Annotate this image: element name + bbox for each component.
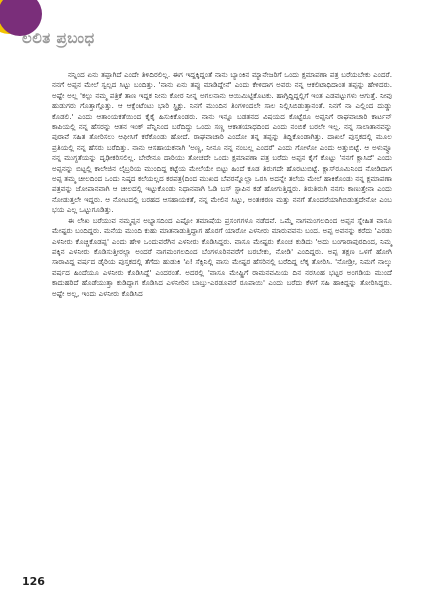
- paragraph: ನನ್ನಿಂದ ಏನು ತಪ್ಪಾಗಿದೆ ಎಂದೇ ತಿಳಿದಿರಲಿಲ್ಲ. ಈಗ ಇದ್ದಕ್ಕಿದ್ದಂತೆ ನಾನು ಬ್ಯಾಂಕಿನ ಮ್ಯಾನೇಜರಿಗೆ ಒಂದು ಕ್ಷಮಾಪಣಾ ಪತ್ರ ಬರೆಯಬೇಕು ಎಂದರೆ. ನನಗೆ ಅಪ್ಪನ ಮೇಲೆ ಸ್ವಲ್ಪದ ಸಿಟ್ಟು ಬಂದಿತ್ತು. 'ನಾನು ಏನು ತಪ್ಪು ಮಾಡಿದ್ದೇನೆ' ಎಂದು ಕೇಳಿದಾಗ ಅವರು ನನ್ನ ಆಕಲಿಟಾಧಿದಾಂತ ತಪ್ಪನ್ನು ಹೇಳಿದರು. ಅಷ್ಟೇ ಅಲ್ಲ 'ಕಲ್ಪು ನಮ್ಮ ಪತ್ರಿಕೆ ತಾಣ ಇದ್ದಕ ನೀನು ಕೋರ ನೀನ್ನ ಅಗಲನಾನು ಆಯಿಮಿಟ್ಟಿಕೊಟಕು. ಹಾಗ್ಗಿದ್ದಿದ್ದಲ್ಲಿಗೆ ಇಂತ ಎಡವಟ್ಟುಗಳು ಆಗುತ್ತೆ. ನೀವು ಹುಡುಗರು ಗೊತ್ತಾಗ್ಗೊತ್ತು. ಆ ಆಕ್ಸೆಂಟೆಂಟು ಭಾರಿ ಸ್ಟ್ರಿಕ್ಟು. ನಿನಗೆ ಮುಂದಿನ ತಿಂಗಳಿಂದಲೇ ಸಾಲ ನಿಲ್ಲಿಸಿಬಿಡುತ್ತಾನಂತೆ. ನಿನಗೆ ನಾ ಎಲ್ಲಿಂದ ದುಡ್ಡು ಕೊಡಲಿ.' ಎಂದು ಆತಾಂಯಕತೆಯಿಂದ ಕೈಕೈ ಹಿಸುಕಿಕೊಂಡರು. ನಾನು ಇನ್ನೂ ಬಡತನದ ವಿಷಯದ ಕೊಟ್ಟೆರೂ ಅಪ್ಪನಿಗೆ ರಾಘವಾಚಾರಿ ಕಾರ್ಟನ್ ಕಾಪಿಯಲ್ಲಿ ನನ್ನ ಹೆಸರನ್ನು ಆತನ ಇಂಕ್ ಪೆನ್ನಿನಿಂದ ಬರೆದಿದ್ದು ಒಂದು ಸಣ್ಣ ಆಕಾತಯಾಧದಿಂದ ಎಂದು ನಂಬಿಕೆ ಬರಲೇ ಇಲ್ಲ. ನನ್ನ ಸಾಲಾತಾನವನ್ನು ಪುರಾವೆ ಸಹಿತ ತೋರಿಸಲು ಆಫೀಸಿಗೆ ಕರೆಕೊಂಡು ಹೋದೆ. ರಾಘವಾಚಾರಿ ಎಂದೋ ತನ್ನ ತಪ್ಪನ್ನು ತಿದ್ದಿಕೊಂಡಾಗಿತ್ತು. ದಾಖಲೆ ಪುಸ್ತಕದಲ್ಲಿ ಮೂಲ ಪ್ರತಿಯಲ್ಲಿ ನನ್ನ ಹೆಸರು ಬರೆದಿತ್ತು. ನಾನು ಆಸಹಾಯಕನಾಗಿ 'ಅಣ್ಣ, ನೀನೂ ನನ್ನ ನಂಬಲ್ಲ ಎಂದರೆ' ಎಂದು ಗೋಳೋ ಎಂದು ಅತ್ತುಬಿಟ್ಟೆ. ಆ ಅಳುವ್ವೂ ನನ್ನ ಮುಗ್ಧತೆಯನ್ನು ದೃಢೀಕರಿಸಲಿಲ್ಲ. ಬೇರೇನೂ ದಾರಿಯು ತೋಚದೇ ಒಂದು ಕ್ಷಮಾಪಣಾ ಪತ್ರ ಬರೆದು ಅಪ್ಪನ ಕೈಗೆ ಕೊಟ್ಟು 'ನನಗೆ ಕ್ಲಾಸಿದೆ' ಎಂದು ಅಪ್ಪನನ್ನು ಬಿಟ್ಟಲ್ಲಿ ಕಾಲೇಜಿನ ಲೈಬ್ರರಿಯ ಮುಂದಿದ್ದ ಕಟ್ಟೆಯ ಮೇಲೆಯೇ ಬಿಟ್ಟು ಹಿಂದೆ ಕೂಡ ತಿರುಗದೇ ಹೊರಟುಬಿಟ್ಟೆ. ಕ್ಲಾಸ್‌ರೂಮಿನಿಂದ ನೋಡಿದಾಗ ಅಪ್ಪ ತಮ್ಮ ಚೀಲದಿಂದ ಒಂದು ನಿಷ್ಠದ ಕಲೆಯಲ್ಲದ ಕರಪತ್ರ(ದಿಂದ ಮುಖದ ಬೆವರನ್ನೊಲ್ಲಾ ಒರಸಿ ಅದನ್ನೇ ತಲೆಯ ಮೇಲೆ ಹಾಕಿಕೊಂಡು ನನ್ನ ಕ್ಷಮಾಪಣಾ ಪತ್ರವನ್ನು ಜೋಪಾನವಾಗಿ ಆ ಚೀಲದಲ್ಲಿ ಇಟ್ಟುಕೊಂಡು ನಿಧಾನವಾಗಿ ಓಡಿ ಬಸ್ ಸ್ಟಾಪಿನ ಕಡೆ ಹೋಗುತ್ತಿದ್ದರು. ತಿರುತಿರುಗಿ ನನಗು ಕಾಣುತ್ತೇನಾ ಎಂದು ನೋಡುತ್ತಲೇ ಇದ್ದರು. ಆ ನೋಟದಲ್ಲಿ ಬರಹದ ಆಸಹಾಯಕತೆ, ನನ್ನ ಮೇಲಿನ ಸಿಟ್ಟು, ಅಂತಃಕರಣ ಮತ್ತು ನನಗೆ ತೊಂದರೆಯಾಗಿಬಿಡುತ್ತದೇನೋ ಎಂಬ ಭಯ ಎಲ್ಲ ಒಟ್ಟುಗೂಡಿತ್ತು.: [52, 70, 392, 215]
- paragraph: ಈ ಲೇಖ ಬರೆಯುವ ನಮ್ಮಪ್ಪನ ಅಭ್ಯಾಸದಿಂದ ಎಷ್ಟೋ ತಮಾಷೆಯ ಪ್ರಸಂಗಗಳೂ ನಡೆದವೆ. ಒಮ್ಮೆ ನಾಗಮಂಗಲದಿಂದ ಅಪ್ಪನ ಸ್ನೇಹಿತ ವಾಸೂ ಮೇಷ್ಟರು ಬಂದಿದ್ದರು. ಮನೆಯ ಮುಂದಿ ಕುಹು ಮಾತನಾಡುತ್ತಿದ್ದಾಗ ಹೊರಗೆ ಯಾರೋ ಎಳನೀರು ಮಾರುವವನು ಬಂದ. ಅಪ್ಪ ಅವನನ್ನು ಕರೆದು 'ಎರಡು ಎಳನೀರು ಕೊಚ್ಚಿಕೊಡಪ್ಪ' ಎಂದು ಹೇಳಿ ಒಂದುವರೆಗಿನ ಎಳನೀರು ಕೊಡಿಸಿದ್ದರು. ವಾಸೂ ಮೇಷ್ಟರು ಕೊಂಚ ಕುಡಿದು 'ಅದು ಬಂಗಾರಾಪುರದಿಂದ, ನಿಮ್ಮ ಪಕ್ಕಿನ ಎಳನೀರು ಕೊಡಿಸುತ್ತೀರಲ್ಲಾ ಅಂದರೆ ನಾಗಮಂಗಲದಿಂದ ಬೆಂಗಳೂರಿನವರೆಗೆ ಬರಬೇಕು, ನೋಡಿ' ಎಂದಿದ್ದರು. ಅಪ್ಪ ತಕ್ಷಣ ಒಳಗೆ ಹೋಗಿ ಸಾರಾವಿದ್ದ ವರ್ಷದ ಡೈರಿಯ ಪುಸ್ತಕದಲ್ಲಿ ತೆಗೆದು ಹುಡುಕಿ 'ಏ! ಸೆಕ್ಸಿನಿಲ್ಲಿ ವಾಸು ಮೇಷ್ಟರ ಹೆಸರಿನಲ್ಲಿ ಬರೆದಿದ್ದ ಲೆಕ್ಕ ತೋರಿಸಿ. 'ನೋಡ್ರೀ, ನಿಮಗೆ ನಾಲ್ಕು ವರ್ಷದ ಹಿಂದೆಯೂ ಎಳನೀರು ಕೊಡಿಸಿದ್ದೆ' ಎಂದರಂತೆ. ಅದರಲ್ಲಿ 'ವಾಸೂ ಮೇಷ್ಟ್ರಿಗೆ ರಾಮನವಮಿಯ ದಿನ ನರಸಿಂಹ ಭಟ್ಟರ ಅಂಗಡಿಯ ಮುಂದೆ ಕಾದುಹರಿದೆ ಹೊಡೆಯುತ್ತಾ ಕುಡಿದ್ದಾಗ ಕೊಡಿಸಿದ ಎಳನೀರಿನ ಬಾಬ್ತು-ಎರಡೂವರೆ ರೂಪಾಯಿ' ಎಂದು ಬರೆದು ಕೆಳಗೆ ಸಹಿ ಹಾಕಿದ್ದನ್ನು ತೋರಿಸಿದ್ದರು. ಅಷ್ಟೇ ಅಲ್ಲ, ಇಂದು ಎಳನೀರು ಕೊಡಿಸಿದ: [52, 215, 392, 298]
- section-title: ಲಲಿತ ಪ್ರಬಂಧ: [22, 29, 95, 47]
- article-body: [52, 70, 392, 299]
- page-number: 126: [22, 575, 45, 588]
